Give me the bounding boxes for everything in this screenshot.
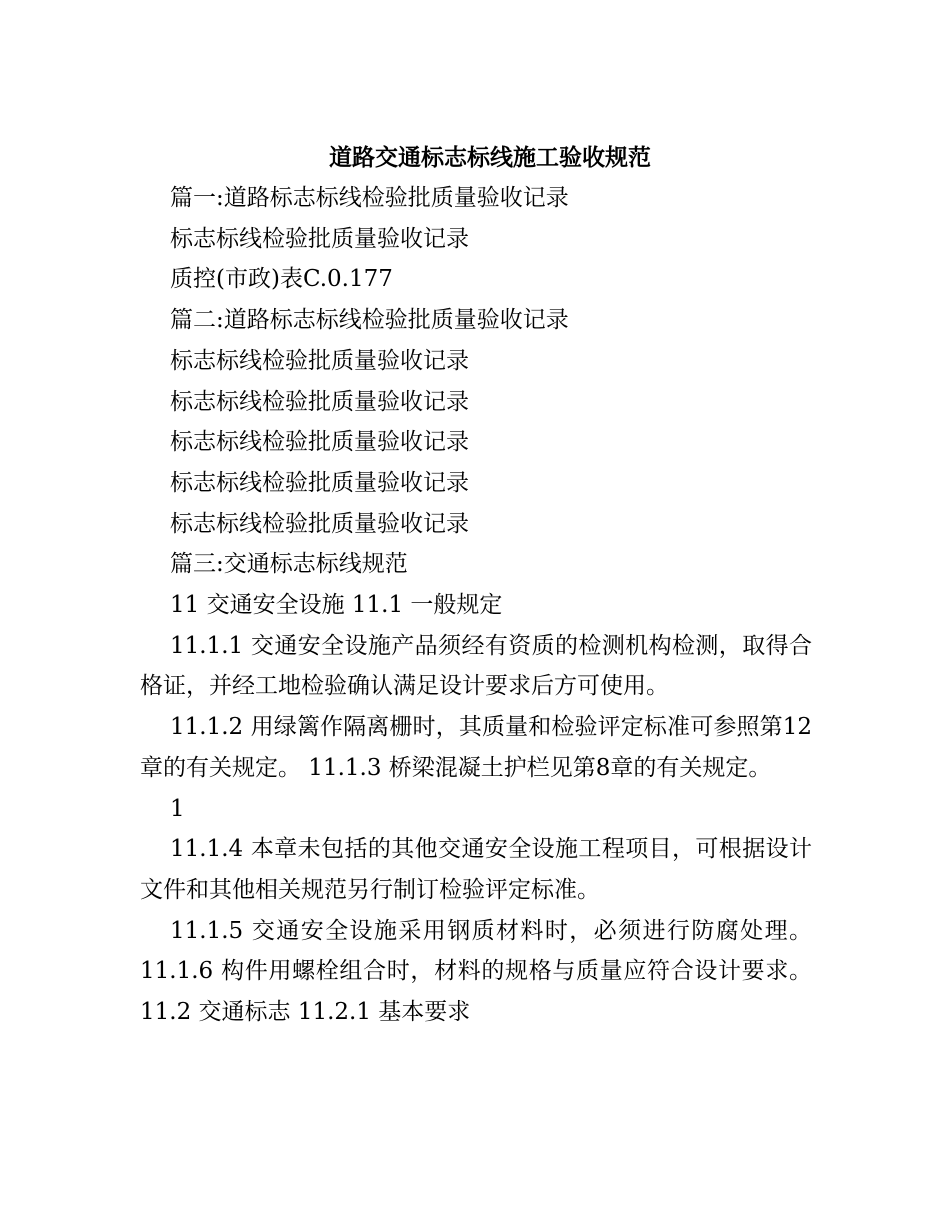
text-line: 标志标线检验批质量验收记录 <box>170 510 469 537</box>
document-body <box>140 178 812 1033</box>
text-line: 标志标线检验批质量验收记录 <box>170 388 469 415</box>
document-title: 道路交通标志标线施工验收规范 <box>329 144 651 171</box>
text-line: 标志标线检验批质量验收记录 <box>170 429 469 456</box>
text-line: 质控(市政)表C.0.177 <box>170 266 393 293</box>
text-line: 标志标线检验批质量验收记录 <box>170 225 469 252</box>
clause-paragraph: 11.1.2 用绿篱作隔离栅时，其质量和检验评定标准可参照第12章的有关规定。 11.1.3 桥梁混凝土护栏见第8章的有关规定。 <box>140 714 812 781</box>
page-number: 1 <box>170 795 185 822</box>
clause-paragraph: 11.1.5 交通安全设施采用钢质材料时，必须进行防腐处理。 11.1.6 构件用螺栓组合时，材料的规格与质量应符合设计要求。 11.2 交通标志 11.2.1 基本要求 <box>140 917 812 1026</box>
text-line: 标志标线检验批质量验收记录 <box>170 347 469 374</box>
clause-paragraph: 11.1.1 交通安全设施产品须经有资质的检测机构检测，取得合格证，并经工地检验确认满足设计要求后方可使用。 <box>140 632 812 700</box>
clause-heading: 11 交通安全设施 11.1 一般规定 <box>170 592 503 619</box>
section-heading-3: 篇三:交通标志标线规范 <box>170 551 408 578</box>
section-heading-2: 篇二:道路标志标线检验批质量验收记录 <box>170 307 569 334</box>
clause-paragraph: 11.1.4 本章未包括的其他交通安全设施工程项目，可根据设计文件和其他相关规范另行制订检验评定标准。 <box>140 836 812 903</box>
section-heading-1: 篇一:道路标志标线检验批质量验收记录 <box>170 185 569 211</box>
text-line: 标志标线检验批质量验收记录 <box>170 469 469 496</box>
